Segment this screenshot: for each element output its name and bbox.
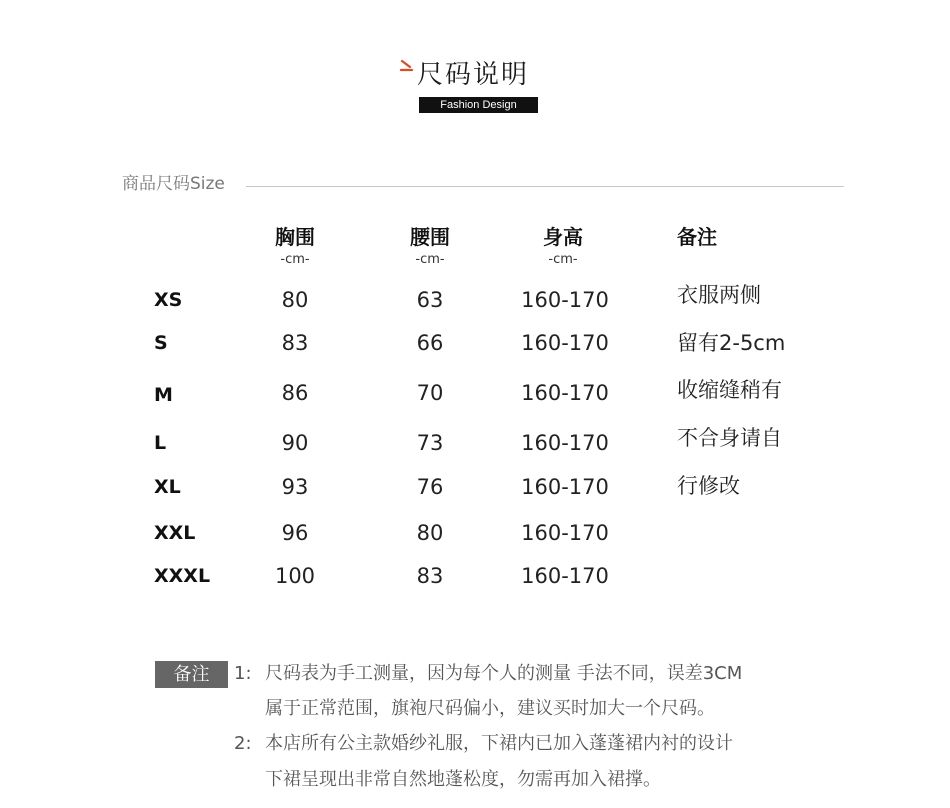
bust-value: 96 — [281, 521, 309, 545]
bust-value: 83 — [281, 331, 309, 355]
notes-badge: 备注 — [155, 661, 228, 688]
size-label: S — [154, 332, 168, 354]
bust-value: 80 — [281, 288, 309, 312]
height-value: 160-170 — [521, 564, 609, 588]
column-header-height: 身高 — [543, 225, 583, 249]
remark-line: 衣服两侧 — [677, 283, 761, 307]
height-value: 160-170 — [521, 475, 609, 499]
size-label: XXXL — [154, 565, 211, 587]
column-unit-waist: -cm- — [415, 252, 445, 267]
column-header-remarks: 备注 — [677, 225, 717, 249]
size-label: L — [154, 432, 167, 454]
waist-value: 70 — [416, 381, 444, 405]
note-text: 本店所有公主款婚纱礼服，下裙内已加入蓬蓬裙内衬的设计 — [265, 733, 733, 754]
size-label: XL — [154, 476, 181, 498]
column-header-waist: 腰围 — [410, 225, 450, 249]
note-text: 下裙呈现出非常自然地蓬松度，勿需再加入裙撑。 — [265, 769, 661, 790]
remark-line: 不合身请自 — [677, 426, 782, 450]
bust-value: 93 — [281, 475, 309, 499]
page-title: 尺码说明 — [417, 60, 530, 90]
size-label: XXL — [154, 522, 196, 544]
note-number: 1: — [234, 663, 252, 684]
size-label: M — [154, 384, 173, 406]
remark-line: 收缩缝稍有 — [677, 378, 782, 402]
bust-value: 100 — [274, 564, 316, 588]
waist-value: 80 — [416, 521, 444, 545]
waist-value: 63 — [416, 288, 444, 312]
size-label: XS — [154, 289, 183, 311]
note-text: 尺码表为手工测量，因为每个人的测量 手法不同，误差3CM — [265, 663, 743, 684]
remark-line: 留有2-5cm — [677, 331, 786, 355]
note-text: 属于正常范围，旗袍尺码偏小，建议买时加大一个尺码。 — [265, 698, 715, 719]
column-header-bust: 胸围 — [275, 225, 315, 249]
height-value: 160-170 — [521, 331, 609, 355]
column-unit-height: -cm- — [548, 252, 578, 267]
note-number: 2: — [234, 733, 252, 754]
subtitle-badge: Fashion Design — [419, 97, 538, 113]
bust-value: 86 — [281, 381, 309, 405]
waist-value: 66 — [416, 331, 444, 355]
height-value: 160-170 — [521, 381, 609, 405]
waist-value: 76 — [416, 475, 444, 499]
remark-line: 行修改 — [677, 474, 740, 498]
arrow-icon — [399, 58, 417, 76]
section-divider — [246, 186, 844, 187]
waist-value: 83 — [416, 564, 444, 588]
section-label: 商品尺码Size — [122, 174, 225, 194]
column-unit-bust: -cm- — [280, 252, 310, 267]
height-value: 160-170 — [521, 288, 609, 312]
waist-value: 73 — [416, 431, 444, 455]
height-value: 160-170 — [521, 431, 609, 455]
height-value: 160-170 — [521, 521, 609, 545]
bust-value: 90 — [281, 431, 309, 455]
